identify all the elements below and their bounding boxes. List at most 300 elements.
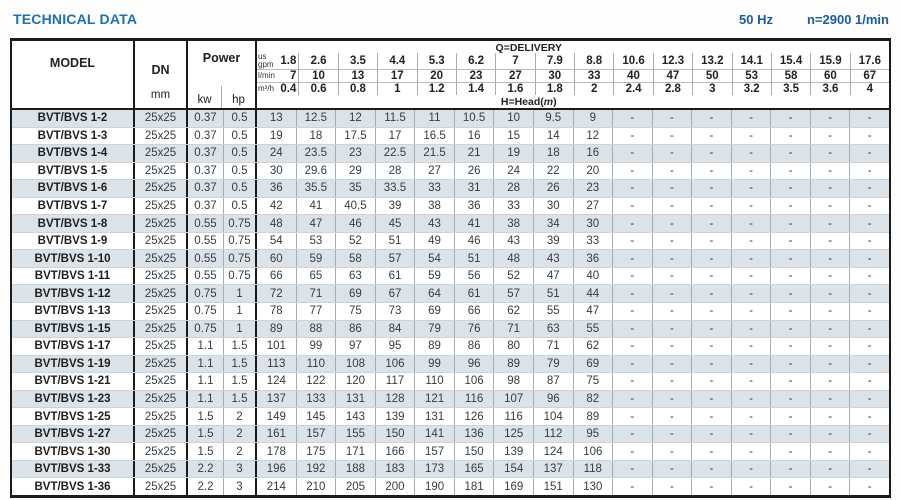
delivery-unit-cell (257, 83, 298, 95)
head-value-cell: 40 (573, 268, 613, 285)
head-value-cell: 131 (414, 408, 454, 425)
model-cell: BVT/BVS 1-11 (12, 268, 135, 285)
head-value-cell: 79 (533, 356, 573, 373)
head-value-cell: 165 (454, 461, 494, 478)
head-value-cell: - (849, 233, 889, 250)
delivery-unit-cell: 4 (850, 83, 889, 95)
head-value-cell: 55 (573, 321, 613, 338)
table-row (12, 390, 889, 408)
hp-value-cell: 1.5 (223, 373, 257, 390)
hp-value-cell: 0.5 (223, 198, 257, 215)
head-value-cell: - (731, 303, 771, 320)
table-row (12, 355, 889, 373)
delivery-unit-cell: 17.6 (850, 53, 889, 70)
model-cell: BVT/BVS 1-4 (12, 145, 135, 162)
head-value-cell: - (731, 250, 771, 267)
delivery-unit-value: 7 (289, 70, 297, 83)
model-cell: BVT/BVS 1-12 (12, 285, 135, 302)
head-value-cell: 125 (493, 426, 533, 443)
head-value-cell: - (849, 285, 889, 302)
head-value-cell: - (849, 478, 889, 495)
head-value-cell: - (810, 373, 850, 390)
head-value-cell: - (612, 180, 652, 197)
head-value-cell: - (731, 233, 771, 250)
head-value-cell: 23.5 (296, 145, 336, 162)
head-value-cell: - (652, 303, 692, 320)
head-value-cell: - (849, 163, 889, 180)
model-cell: BVT/BVS 1-3 (12, 128, 135, 145)
head-value-cell: - (652, 128, 692, 145)
head-value-cell: - (612, 215, 652, 232)
head-label-prefix: H=Head( (500, 96, 544, 108)
delivery-unit-cell: 3 (692, 83, 731, 95)
delivery-unit-rows (257, 53, 889, 96)
head-value-cell: 128 (375, 391, 415, 408)
head-value-cell: - (810, 461, 850, 478)
head-value-cell: - (731, 478, 771, 495)
head-value-cell: 98 (493, 373, 533, 390)
head-value-cell: - (612, 408, 652, 425)
head-value-cell: - (770, 215, 810, 232)
head-value-cell: - (810, 215, 850, 232)
head-value-cell: 107 (493, 391, 533, 408)
dn-cell: 25x25 (135, 180, 188, 197)
table-row (12, 407, 889, 425)
unit-label-line: gpm (258, 60, 274, 70)
head-value-cell: 35.5 (296, 180, 336, 197)
hp-value-cell: 1.5 (223, 356, 257, 373)
head-value-cell: - (731, 426, 771, 443)
head-value-cell: - (810, 145, 850, 162)
delivery-unit-cell: 2.8 (653, 83, 692, 95)
head-value-cell: 72 (269, 287, 283, 300)
head-value-cell: 43 (533, 250, 573, 267)
dn-cell: 25x25 (135, 443, 188, 460)
dn-cell: 25x25 (135, 163, 188, 180)
dn-cell: 25x25 (135, 408, 188, 425)
table-row (12, 232, 889, 250)
head-value-cell: 150 (375, 426, 415, 443)
dn-cell: 25x25 (135, 303, 188, 320)
head-value-cell: 71 (296, 285, 336, 302)
model-cell: BVT/BVS 1-9 (12, 233, 135, 250)
head-value-cell: 104 (533, 408, 573, 425)
head-value-cell: - (849, 303, 889, 320)
head-value-cell: - (652, 443, 692, 460)
delivery-unit-cell: 1.8 (535, 83, 574, 95)
power-spacer (188, 66, 255, 86)
dn-cell: 25x25 (135, 285, 188, 302)
delivery-unit-cell: 3.2 (732, 83, 771, 95)
head-value-cell: 89 (493, 356, 533, 373)
head-value-cell: 52 (493, 268, 533, 285)
dn-cell: 25x25 (135, 391, 188, 408)
head-value-cell: - (691, 303, 731, 320)
head-value-cell: 133 (296, 391, 336, 408)
delivery-unit-cell: 4.4 (377, 53, 416, 70)
head-value-cell: 175 (296, 443, 336, 460)
head-value-cell: 161 (266, 428, 286, 441)
head-value-cell: 49 (414, 233, 454, 250)
head-value-cell: 27 (573, 198, 613, 215)
head-value-cell: 21.5 (414, 145, 454, 162)
table-row (12, 372, 889, 390)
head-value-cell: 56 (454, 268, 494, 285)
head-value-cell: 130 (573, 478, 613, 495)
head-value-cell: - (810, 443, 850, 460)
head-value-cell: 69 (335, 285, 375, 302)
head-value-cell: - (731, 163, 771, 180)
model-cell: BVT/BVS 1-6 (12, 180, 135, 197)
head-value-cell: 66 (454, 303, 494, 320)
model-cell: BVT/BVS 1-19 (12, 356, 135, 373)
head-value-cell: - (612, 285, 652, 302)
head-value-cell: - (612, 461, 652, 478)
head-value-cell: - (810, 338, 850, 355)
head-value-cell: 15 (493, 128, 533, 145)
head-value-cell: - (691, 163, 731, 180)
head-value-cell: 137 (533, 461, 573, 478)
kw-value-cell: 0.37 (194, 129, 217, 142)
head-value-cell: 157 (296, 426, 336, 443)
head-value-cell: - (691, 285, 731, 302)
hp-value-cell: 0.75 (223, 250, 257, 267)
head-value-cell: - (612, 373, 652, 390)
hp-value-cell: 1 (223, 303, 257, 320)
head-value-cell: - (691, 478, 731, 495)
head-value-cell: 95 (573, 426, 613, 443)
head-value-cell: - (731, 443, 771, 460)
head-value-cell: 26 (454, 163, 494, 180)
hp-value-cell: 2 (223, 408, 257, 425)
head-value-cell: - (770, 338, 810, 355)
head-value-cell: 214 (266, 480, 286, 493)
head-value-cell: - (731, 338, 771, 355)
head-value-cell: 29.6 (296, 163, 336, 180)
head-value-cell: - (691, 198, 731, 215)
model-cell: BVT/BVS 1-30 (12, 443, 135, 460)
head-value-cell: 137 (266, 393, 286, 406)
head-value-cell: 33.5 (375, 180, 415, 197)
unit-label-line: m³/h (258, 84, 274, 94)
head-value-cell: 20 (573, 163, 613, 180)
head-value-cell: 117 (375, 373, 415, 390)
head-value-cell: - (691, 408, 731, 425)
head-value-cell: 124 (266, 375, 286, 388)
head-value-cell: 188 (335, 461, 375, 478)
head-value-cell: 89 (414, 338, 454, 355)
head-value-cell: - (770, 443, 810, 460)
head-value-cell: 67 (375, 285, 415, 302)
head-value-cell: - (770, 128, 810, 145)
head-value-cell: - (731, 461, 771, 478)
head-value-cell: 145 (296, 408, 336, 425)
head-value-cell: 124 (533, 443, 573, 460)
head-value-cell: 36 (454, 198, 494, 215)
hp-value-cell: 3 (223, 461, 257, 478)
head-value-cell: 183 (375, 461, 415, 478)
head-value-cell: 106 (573, 443, 613, 460)
delivery-unit-cell: 3.6 (810, 83, 849, 95)
delivery-unit-cell: 17 (377, 70, 416, 82)
head-value-cell: 75 (335, 303, 375, 320)
head-value-cell: 78 (269, 305, 283, 318)
head-value-cell: 141 (414, 426, 454, 443)
unit-label-line: us (258, 51, 267, 61)
head-value-cell: 27 (414, 163, 454, 180)
head-value-cell: 39 (533, 233, 573, 250)
dn-cell: 25x25 (135, 250, 188, 267)
model-cell: BVT/BVS 1-17 (12, 338, 135, 355)
head-value-cell: 155 (335, 426, 375, 443)
head-value-cell: - (770, 233, 810, 250)
delivery-unit-cell: 5.3 (417, 53, 456, 70)
head-value-cell: 205 (335, 478, 375, 495)
head-value-cell: - (612, 233, 652, 250)
head-value-cell: - (691, 321, 731, 338)
head-value-cell: - (652, 373, 692, 390)
head-value-cell: - (731, 408, 771, 425)
head-value-cell: 36 (269, 182, 283, 195)
head-value-cell: 89 (269, 322, 283, 335)
head-value-cell: - (810, 128, 850, 145)
head-value-cell: 61 (454, 285, 494, 302)
head-value-cell: 64 (414, 285, 454, 302)
head-value-cell: 40.5 (335, 198, 375, 215)
head-value-cell: 126 (454, 408, 494, 425)
head-value-cell: 16 (573, 145, 613, 162)
head-value-cell: 19 (269, 129, 283, 142)
unit-label (258, 72, 275, 80)
head-value-cell: 9 (573, 110, 613, 127)
head-value-cell: - (652, 215, 692, 232)
hp-value-cell: 1 (223, 285, 257, 302)
head-value-cell: 22.5 (375, 145, 415, 162)
head-value-cell: - (770, 163, 810, 180)
head-value-cell: 14 (533, 128, 573, 145)
technical-data-table (10, 38, 891, 498)
head-value-cell: 143 (335, 408, 375, 425)
head-value-cell: 108 (335, 356, 375, 373)
head-value-cell: 44 (573, 285, 613, 302)
head-value-cell: - (810, 426, 850, 443)
dn-cell: 25x25 (135, 128, 188, 145)
head-value-cell: - (770, 426, 810, 443)
head-value-cell: 10 (493, 110, 533, 127)
head-value-cell: 200 (375, 478, 415, 495)
head-value-cell: 57 (493, 285, 533, 302)
head-value-cell: 101 (266, 340, 286, 353)
head-value-cell: - (691, 356, 731, 373)
model-cell: BVT/BVS 1-5 (12, 163, 135, 180)
table-row (12, 127, 889, 145)
head-value-cell: - (731, 321, 771, 338)
delivery-unit-cell: 6.2 (456, 53, 495, 70)
head-value-cell: - (810, 478, 850, 495)
table-row (12, 214, 889, 232)
delivery-unit-cell: 0.6 (298, 83, 337, 95)
delivery-unit-cell: 15.9 (810, 53, 849, 70)
model-cell: BVT/BVS 1-21 (12, 373, 135, 390)
head-value-cell: 87 (533, 373, 573, 390)
head-value-cell: 192 (296, 461, 336, 478)
head-value-cell: - (652, 461, 692, 478)
delivery-unit-cell: 0.8 (338, 83, 377, 95)
dn-unit-label: mm (150, 89, 171, 101)
head-value-cell: 210 (296, 478, 336, 495)
hp-value-cell: 2 (223, 426, 257, 443)
head-value-cell: 71 (533, 338, 573, 355)
table-row (12, 320, 889, 338)
page-title: TECHNICAL DATA (13, 11, 138, 27)
head-value-cell: - (652, 145, 692, 162)
head-value-cell: 31 (454, 180, 494, 197)
head-value-cell: - (652, 285, 692, 302)
head-value-cell: 106 (454, 373, 494, 390)
head-value-cell: 41 (454, 215, 494, 232)
head-value-cell: 75 (573, 373, 613, 390)
head-value-cell: 47 (533, 268, 573, 285)
head-value-cell: - (849, 110, 889, 127)
model-cell: BVT/BVS 1-2 (12, 110, 135, 127)
head-value-cell: 24 (269, 147, 283, 160)
head-value-cell: - (849, 180, 889, 197)
head-value-cell: 9.5 (533, 110, 573, 127)
head-value-cell: - (810, 110, 850, 127)
head-value-cell: - (612, 321, 652, 338)
delivery-unit-cell: 2 (574, 83, 613, 95)
head-value-cell: - (652, 478, 692, 495)
dn-cell: 25x25 (135, 233, 188, 250)
head-value-cell: 18 (533, 145, 573, 162)
delivery-unit-cell: 30 (535, 70, 574, 82)
head-value-cell: 136 (454, 426, 494, 443)
head-value-cell: 178 (266, 445, 286, 458)
head-value-cell: - (810, 250, 850, 267)
head-value-cell: - (612, 303, 652, 320)
head-value-cell: - (731, 198, 771, 215)
head-value-cell: 23 (573, 180, 613, 197)
delivery-unit-cell: 60 (810, 70, 849, 82)
delivery-unit-cell: 20 (417, 70, 456, 82)
head-value-cell: - (770, 391, 810, 408)
head-value-cell: - (731, 180, 771, 197)
head-value-cell: 33 (414, 180, 454, 197)
head-value-cell: - (691, 180, 731, 197)
head-label-suffix: ) (553, 96, 557, 108)
dn-cell: 25x25 (135, 461, 188, 478)
delivery-unit-cell: 53 (732, 70, 771, 82)
delivery-unit-cell: 50 (692, 70, 731, 82)
head-value-cell: 33 (573, 233, 613, 250)
head-value-cell: 42 (269, 200, 283, 212)
table-row (12, 425, 889, 443)
head-value-cell: - (612, 478, 652, 495)
head-value-cell: - (652, 391, 692, 408)
head-value-cell: 38 (493, 215, 533, 232)
hp-value-cell: 2 (223, 443, 257, 460)
head-value-cell: - (810, 321, 850, 338)
head-value-cell: - (652, 250, 692, 267)
head-value-cell: - (770, 198, 810, 215)
model-cell: BVT/BVS 1-7 (12, 198, 135, 215)
head-value-cell: 18 (296, 128, 336, 145)
head-value-cell: - (810, 233, 850, 250)
delivery-unit-cell: 13.2 (692, 53, 731, 70)
head-value-cell: 82 (573, 391, 613, 408)
head-value-cell: 17 (375, 128, 415, 145)
dn-cell: 25x25 (135, 338, 188, 355)
head-value-cell: 131 (335, 391, 375, 408)
head-value-cell: 118 (573, 461, 613, 478)
head-value-cell: 106 (375, 356, 415, 373)
head-value-cell: - (652, 321, 692, 338)
head-value-cell: - (652, 338, 692, 355)
head-value-cell: 38 (414, 198, 454, 215)
hp-value-cell: 0.75 (223, 215, 257, 232)
head-value-cell: 95 (375, 338, 415, 355)
head-value-cell: 96 (454, 356, 494, 373)
head-value-cell: - (612, 110, 652, 127)
hp-value-cell: 0.5 (223, 163, 257, 180)
table-row (12, 197, 889, 215)
head-value-cell: - (652, 233, 692, 250)
head-value-cell: - (731, 356, 771, 373)
table-row (12, 267, 889, 285)
head-value-cell: 11 (414, 110, 454, 127)
head-value-cell: 84 (375, 321, 415, 338)
delivery-units-row (257, 70, 889, 83)
hp-value-cell: 1.5 (223, 391, 257, 408)
hp-value-cell: 0.75 (223, 233, 257, 250)
head-value-cell: - (731, 128, 771, 145)
head-value-cell: - (691, 391, 731, 408)
head-value-cell: - (770, 180, 810, 197)
delivery-unit-value: 1.8 (280, 55, 297, 68)
kw-value-cell: 0.75 (194, 305, 217, 318)
head-value-cell: 139 (493, 443, 533, 460)
head-value-cell: - (849, 408, 889, 425)
head-value-cell: - (810, 163, 850, 180)
head-value-cell: - (731, 145, 771, 162)
head-value-cell: - (849, 128, 889, 145)
table-row (12, 337, 889, 355)
head-value-cell: 21 (454, 145, 494, 162)
head-value-cell: - (770, 303, 810, 320)
head-value-cell: 88 (296, 321, 336, 338)
head-value-cell: 69 (573, 356, 613, 373)
head-value-cell: - (652, 198, 692, 215)
head-value-cell: - (612, 145, 652, 162)
head-value-cell: 63 (335, 268, 375, 285)
head-value-cell: 17.5 (335, 128, 375, 145)
delivery-unit-cell (257, 70, 298, 82)
hp-value-cell: 0.5 (223, 110, 257, 127)
head-value-cell: - (691, 426, 731, 443)
head-value-cell: 16 (454, 128, 494, 145)
head-value-cell: 86 (454, 338, 494, 355)
dn-cell: 25x25 (135, 198, 188, 215)
delivery-unit-cell: 27 (495, 70, 534, 82)
head-value-cell: - (731, 215, 771, 232)
table-body (12, 110, 889, 495)
head-value-cell: - (810, 198, 850, 215)
dn-cell: 25x25 (135, 215, 188, 232)
head-value-cell: 51 (533, 285, 573, 302)
head-value-cell: 53 (296, 233, 336, 250)
hp-value-cell: 0.75 (223, 268, 257, 285)
dn-cell: 25x25 (135, 478, 188, 495)
